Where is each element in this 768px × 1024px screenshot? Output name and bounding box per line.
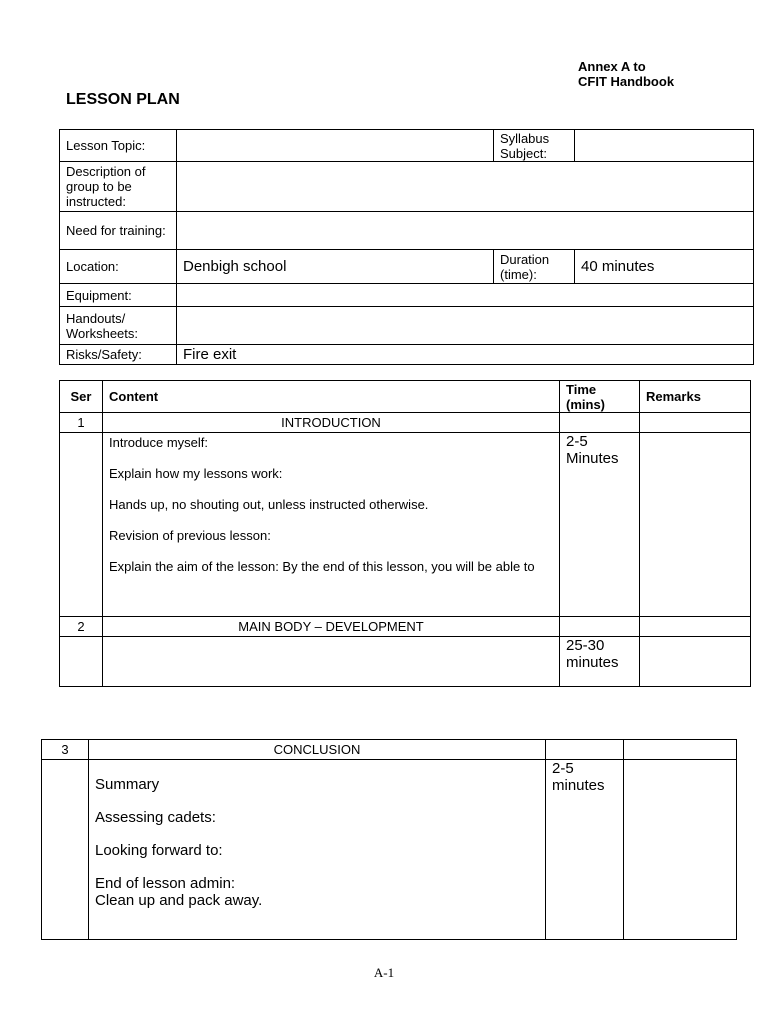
intro-line: Explain the aim of the lesson: By the end of this lesson, you will be able to <box>109 559 535 574</box>
risks-field[interactable]: Fire exit <box>177 345 754 365</box>
handouts-label: Handouts/ Worksheets: <box>60 307 177 345</box>
intro-line: Hands up, no shouting out, unless instructed otherwise. <box>109 497 429 512</box>
duration-field[interactable]: 40 minutes <box>575 250 754 284</box>
main-body-ser <box>60 637 103 687</box>
intro-heading: INTRODUCTION <box>103 413 560 433</box>
conclusion-body-ser <box>42 760 89 940</box>
conclusion-heading-row <box>42 740 737 760</box>
need-label: Need for training: <box>60 212 177 250</box>
annex-reference <box>578 59 674 89</box>
annex-line-1: Annex A to <box>578 59 646 74</box>
conclusion-ser: 3 <box>42 740 89 760</box>
main-heading-time <box>560 617 640 637</box>
row-location <box>60 250 754 284</box>
row-description <box>60 162 754 212</box>
intro-heading-remarks <box>640 413 751 433</box>
duration-label: Duration (time): <box>494 250 575 284</box>
syllabus-label: Syllabus Subject: <box>494 130 575 162</box>
lesson-info-table <box>59 129 754 365</box>
equipment-field[interactable] <box>177 284 754 307</box>
main-ser: 2 <box>60 617 103 637</box>
conclusion-heading: CONCLUSION <box>89 740 546 760</box>
conclusion-content[interactable] <box>89 760 546 940</box>
equipment-label: Equipment: <box>60 284 177 307</box>
header-remarks: Remarks <box>640 381 751 413</box>
row-need <box>60 212 754 250</box>
intro-body-row <box>60 433 751 617</box>
intro-line: Explain how my lessons work: <box>109 466 283 481</box>
header-ser: Ser <box>60 381 103 413</box>
conclusion-remarks[interactable] <box>624 760 737 940</box>
location-field[interactable]: Denbigh school <box>177 250 494 284</box>
intro-ser: 1 <box>60 413 103 433</box>
row-equipment <box>60 284 754 307</box>
annex-line-2: CFIT Handbook <box>578 74 675 89</box>
main-content[interactable] <box>103 637 560 687</box>
intro-content[interactable] <box>103 433 560 617</box>
lesson-content-table <box>59 380 751 687</box>
content-header-row <box>60 381 751 413</box>
row-lesson-topic <box>60 130 754 162</box>
risks-label: Risks/Safety: <box>60 345 177 365</box>
conclusion-admin-label: End of lesson admin: <box>95 875 236 892</box>
conclusion-table <box>41 739 737 940</box>
header-time: Time (mins) <box>560 381 640 413</box>
page-number: A-1 <box>373 965 395 980</box>
main-time: 25-30 minutes <box>560 637 640 687</box>
main-heading-row <box>60 617 751 637</box>
intro-time: 2-5 Minutes <box>560 433 640 617</box>
conclusion-admin-detail: Clean up and pack away. <box>95 892 263 909</box>
conclusion-line: Looking forward to: <box>95 842 223 859</box>
conclusion-line: Summary <box>95 776 160 793</box>
intro-remarks[interactable] <box>640 433 751 617</box>
intro-heading-row <box>60 413 751 433</box>
page-title: LESSON PLAN <box>66 91 180 108</box>
conclusion-body-row <box>42 760 737 940</box>
row-risks <box>60 345 754 365</box>
conclusion-admin-line <box>95 875 539 909</box>
need-field[interactable] <box>177 212 754 250</box>
intro-line: Revision of previous lesson: <box>109 528 271 543</box>
main-heading: MAIN BODY – DEVELOPMENT <box>103 617 560 637</box>
main-remarks[interactable] <box>640 637 751 687</box>
handouts-field[interactable] <box>177 307 754 345</box>
intro-line: Introduce myself: <box>109 435 208 450</box>
location-label: Location: <box>60 250 177 284</box>
intro-heading-time <box>560 413 640 433</box>
intro-body-ser <box>60 433 103 617</box>
main-body-row <box>60 637 751 687</box>
syllabus-field[interactable] <box>575 130 754 162</box>
conclusion-line: Assessing cadets: <box>95 809 216 826</box>
conclusion-heading-remarks <box>624 740 737 760</box>
main-heading-remarks <box>640 617 751 637</box>
conclusion-time: 2-5 minutes <box>546 760 624 940</box>
lesson-topic-field[interactable] <box>177 130 494 162</box>
header-content: Content <box>103 381 560 413</box>
row-handouts <box>60 307 754 345</box>
description-label: Description of group to be instructed: <box>60 162 177 212</box>
lesson-topic-label: Lesson Topic: <box>60 130 177 162</box>
conclusion-heading-time <box>546 740 624 760</box>
description-field[interactable] <box>177 162 754 212</box>
